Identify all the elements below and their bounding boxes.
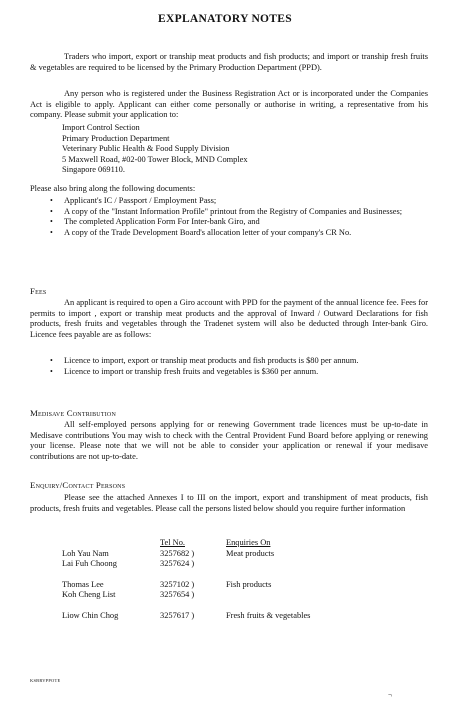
list-item: • Licence to import, export or tranship meat products and fish products is $80 per annum.	[50, 356, 359, 365]
table-row	[62, 611, 382, 622]
documents-list	[50, 196, 422, 238]
address-line: Import Control Section	[62, 123, 140, 132]
table-row	[62, 559, 382, 570]
contact-name: Liow Chin Chog	[62, 610, 119, 620]
contact-name: Koh Cheng List	[62, 590, 116, 600]
bullet-icon: •	[50, 366, 53, 376]
table-row	[62, 590, 382, 601]
contact-tel: 3257682 )	[160, 548, 195, 558]
column-header-enquiries: Enquiries On	[226, 538, 271, 547]
enquiry-heading: Enquiry/Contact Persons	[30, 480, 126, 490]
address-line: 5 Maxwell Road, #02-00 Tower Block, MND Complex	[62, 154, 248, 164]
list-item: • Applicant's IC / Passport / Employment Pass;	[50, 196, 217, 205]
contact-name: Loh Yau Nam	[62, 548, 109, 558]
documents-lead: Please also bring along the following documents:	[30, 184, 196, 193]
page-title: EXPLANATORY NOTES	[158, 13, 292, 25]
address-line: Veterinary Public Health & Food Supply Division	[62, 144, 230, 154]
address-block	[62, 123, 422, 176]
margin-mark: ¬	[388, 691, 392, 699]
address-line: Singapore 069110.	[62, 165, 125, 175]
fees-paragraph: An applicant is required to open a Giro account with PPD for the payment of the annual licence fee. Fees for permits to import , export or tranship meat products and the approval of Inward / Outward Declarations for fish products, fresh fruits and vegetables through the Tradenet system will also be deducted through Inter-bank Giro. Licence fees payable are as follows:	[30, 298, 428, 339]
contact-name: Lai Fuh Choong	[62, 559, 117, 569]
intro-paragraph-2: Any person who is registered under the Business Registration Act or is incorporated under the Companies Act is eligible to apply. Applicant can either come personally or authorise in writing, a representative from his company. Please submit your application to:	[30, 89, 428, 120]
contact-enquiry: Meat products	[226, 548, 275, 558]
footer-code: KSBRVPPOTE	[30, 678, 61, 683]
list-item: • A copy of the Trade Development Board's allocation letter of your company's CR No.	[50, 227, 352, 237]
address-line: Primary Production Department	[62, 133, 170, 143]
contact-tel: 3257102 )	[160, 579, 195, 589]
list-item: • Licence to import or tranship fresh fruits and vegetables is $360 per annum.	[50, 366, 319, 376]
list-item: • A copy of the "Instant Information Profile" printout from the Registry of Companies and Businesses;	[50, 206, 403, 216]
list-item: • The completed Application Form For Inter-bank Giro, and	[50, 217, 260, 227]
contact-name: Thomas Lee	[62, 579, 104, 589]
fees-heading: Fees	[30, 286, 47, 296]
medisave-paragraph: All self-employed persons applying for or renewing Government trade licences must be up-to-date in Medisave contributions You may wish to check with the Central Provident Fund Board before applying or renewing your license. Please note that we will not be able to consider your application or renewal if your medisave contributions are not up-to-date.	[30, 420, 428, 461]
contact-tel: 3257624 )	[160, 559, 195, 569]
bullet-icon: •	[50, 196, 53, 205]
table-row	[62, 549, 382, 560]
bullet-icon: •	[50, 356, 53, 365]
bullet-icon: •	[50, 227, 53, 237]
contact-enquiry: Fish products	[226, 579, 272, 589]
fees-list	[50, 356, 422, 377]
table-header-row	[62, 538, 382, 549]
bullet-icon: •	[50, 217, 53, 227]
column-header-tel: Tel No.	[160, 538, 185, 547]
contact-tel: 3257654 )	[160, 590, 195, 600]
bullet-icon: •	[50, 206, 53, 216]
medisave-heading: Medisave Contribution	[30, 408, 116, 418]
contact-tel: 3257617 )	[160, 610, 195, 620]
contacts-table	[62, 538, 382, 622]
contact-enquiry: Fresh fruits & vegetables	[226, 610, 311, 620]
enquiry-paragraph: Please see the attached Annexes I to III on the import, export and transhipment of meat products, fish products, fresh fruits and vegetables. Please call the persons listed below should you require further information	[30, 493, 428, 513]
table-row	[62, 580, 382, 591]
intro-paragraph-1: Traders who import, export or tranship meat products and fish products; and import or tranship fresh fruits & vegetables are required to be licensed by the Primary Production Department (PPD).	[30, 52, 428, 72]
